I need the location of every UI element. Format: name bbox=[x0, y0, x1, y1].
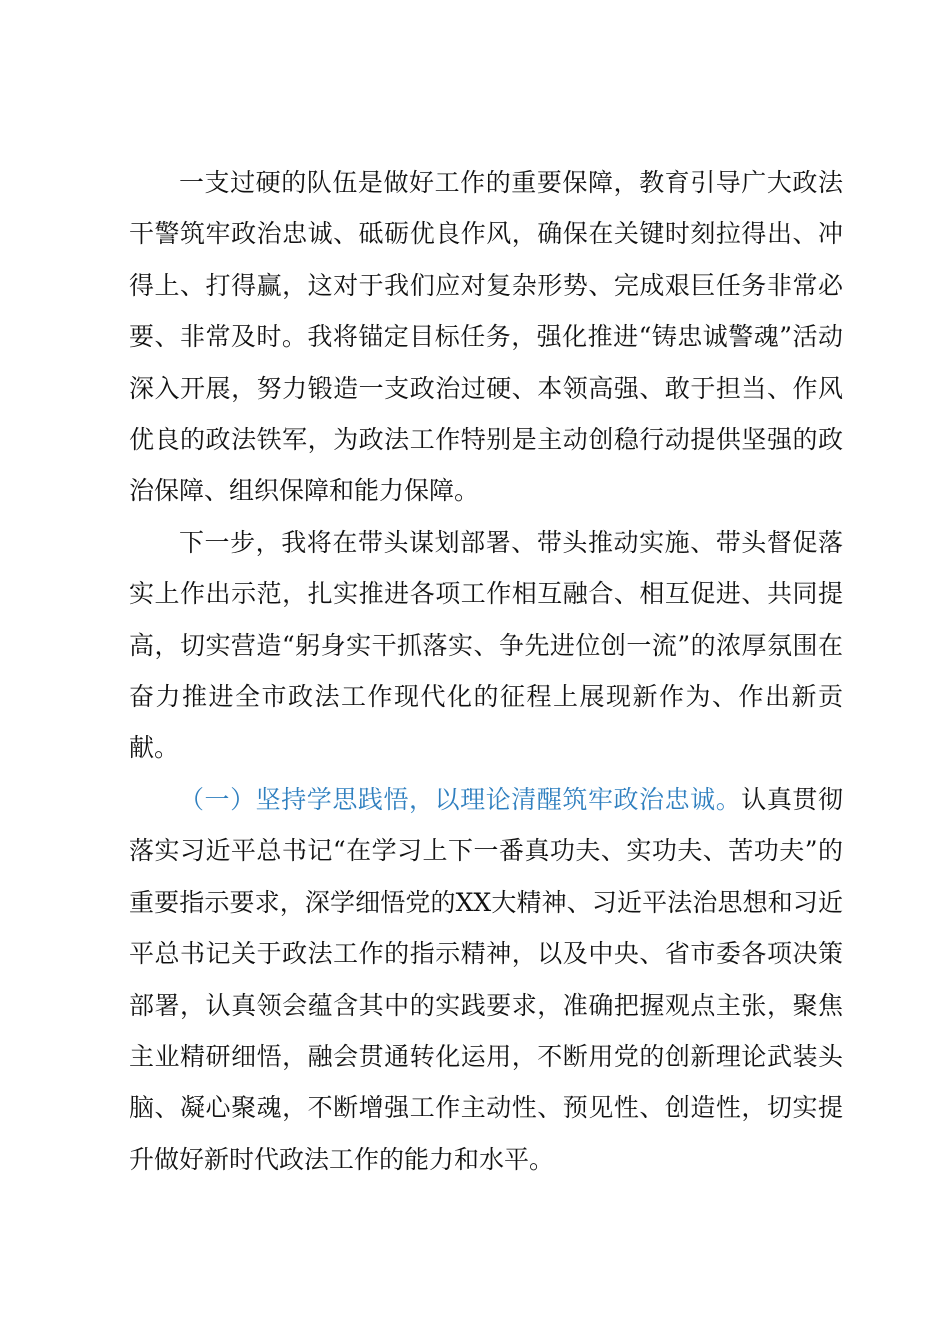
paragraph-section-one bbox=[129, 774, 843, 1185]
paragraph-text: 认真贯彻落实习近平总书记“在学习上下一番真功夫、实功夫、苦功夫”的重要指示要求，深学细悟党的XX大精神、习近平法治思想和习近平总书记关于政法工作的指示精神，以及中央、省市委各项决策部署，认真领会蕴含其中的实践要求，准确把握观点主张，聚焦主业精研细悟，融会贯通转化运用，不断用党的创新理论武装头脑、凝心聚魂，不断增强工作主动性、预见性、创造性，切实提升做好新时代政法工作的能力和水平。 bbox=[129, 784, 843, 1174]
paragraph-text: 下一步，我将在带头谋划部署、带头推动实施、带头督促落实上作出示范，扎实推进各项工作相互融合、相互促进、共同提高，切实营造“躬身实干抓落实、争先进位创一流”的浓厚氛围在奋力推进全市政法工作现代化的征程上展现新作为、作出新贡献。 bbox=[129, 527, 843, 763]
paragraph-team-building bbox=[129, 157, 843, 517]
paragraph-text: 一支过硬的队伍是做好工作的重要保障，教育引导广大政法干警筑牢政治忠诚、砥砺优良作风，确保在关键时刻拉得出、冲得上、打得赢，这对于我们应对复杂形势、完成艰巨任务非常必要、非常及时。我将锚定目标任务，强化推进“铸忠诚警魂”活动深入开展，努力锻造一支政治过硬、本领高强、敢于担当、作风优良的政法铁军，为政法工作特别是主动创稳行动提供坚强的政治保障、组织保障和能力保障。 bbox=[129, 168, 843, 506]
document-body bbox=[129, 157, 843, 1185]
paragraph-next-steps bbox=[129, 517, 843, 774]
section-heading: （一）坚持学思践悟，以理论清醒筑牢政治忠诚。 bbox=[179, 784, 742, 814]
